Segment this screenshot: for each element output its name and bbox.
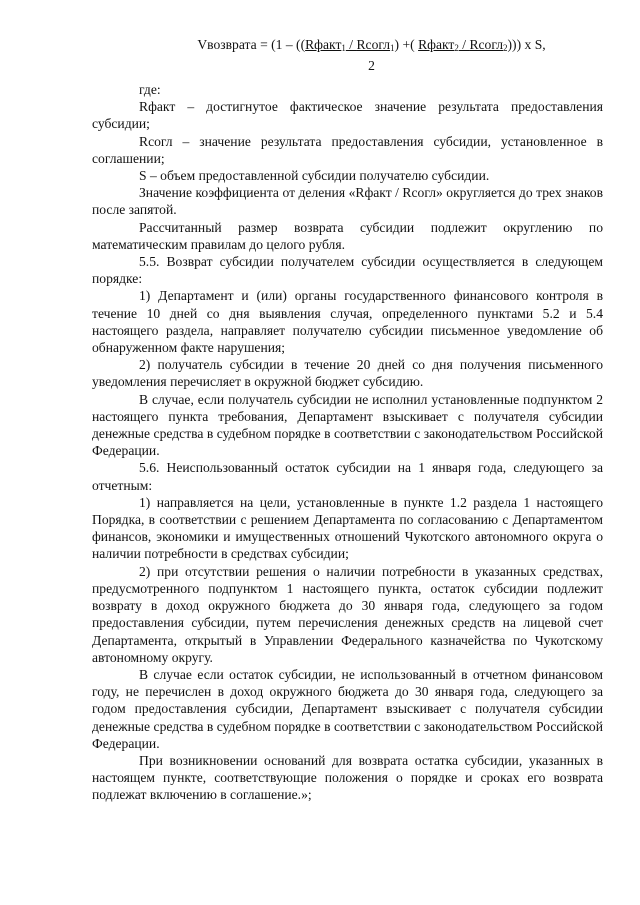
- paragraph: В случае, если получатель субсидии не исполнил установленные подпунктом 2 настоящего пункта требования, Департамент взыскивает с получателя субсидии денежные средства в судебном порядке в соответствии с законодательством Российской Федерации.: [92, 391, 603, 459]
- paragraph: S – объем предоставленной субсидии получателю субсидии.: [139, 168, 490, 184]
- paragraph: 1) Департамент и (или) органы государственного финансового контроля в течение 10 дней со дня выявления случая, определенного пунктами 5.2 и 5.4 настоящего раздела, направляет получателю субсидии письменное уведомление об обнаруженном факте нарушения;: [92, 288, 603, 356]
- paragraph: 1) направляется на цели, установленные в пункте 1.2 раздела 1 настоящего Порядка, в соответствии с решением Департамента по согласованию с Департаментом финансов, экономики и имущественных отношений Чукотского автономного округа о наличии потребности в средствах субсидии;: [92, 494, 603, 562]
- paragraph: 2) получатель субсидии в течение 20 дней со дня получения письменного уведомления перечисляет в окружной бюджет субсидию.: [92, 357, 603, 390]
- paragraph: В случае если остаток субсидии, не использованный в отчетном финансовом году, не перечислен в доход окружного бюджета до 30 января года, следующего за годом предоставления субсидии, Департамент взыскивает с получателя субсидии денежные средства в судебном порядке в соответствии с законодательством Российской Федерации.: [92, 666, 603, 751]
- formula-rhs: ))) x S,: [507, 37, 546, 52]
- paragraph: где:: [139, 82, 161, 97]
- formula-term-rfact-1: Rфакт$_1$ / Rсогл$_1$: [305, 37, 395, 53]
- paragraph: Рассчитанный размер возврата субсидии подлежит округлению по математическим правилам до целого рубля.: [92, 219, 603, 252]
- paragraph: Rсогл – значение результата предоставления субсидии, установленное в соглашении;: [92, 133, 603, 166]
- paragraph: 2) при отсутствии решения о наличии потребности в указанных средствах, предусмотренного подпунктом 1 настоящего пункта, остаток субсидии подлежит возврату в доход окружного бюджета до 30 января года, следующего за годом предоставления субсидии, путем перечисления денежных средств на лицевой счет Департамента, открытый в Управлении Федерального казначейства по Чукотскому автономному округу.: [92, 563, 603, 665]
- document-body: [92, 81, 603, 804]
- formula-term-rfact-2: Rфакт$_2$ / Rсогл$_2$: [418, 37, 508, 53]
- paragraph: Rфакт – достигнутое фактическое значение результата предоставления субсидии;: [92, 99, 603, 132]
- paragraph: Значение коэффициента от деления «Rфакт / Rсогл» округляется до трех знаков после запятой.: [92, 185, 603, 218]
- paragraph: 5.6. Неиспользованный остаток субсидии на 1 января года, следующего за отчетным:: [92, 460, 603, 493]
- paragraph: При возникновении оснований для возврата остатка субсидии, указанных в настоящем пункте, соответствующие положения о порядке и сроках его возврата подлежат включению в соглашение.»;: [92, 752, 603, 803]
- formula-mid: ) +(: [394, 37, 419, 52]
- formula-lhs: Vвозврата = (1 – ((: [197, 37, 306, 52]
- formula-denominator: 2: [368, 58, 375, 73]
- refund-formula: [92, 36, 603, 57]
- document-page: [92, 36, 603, 804]
- paragraph: 5.5. Возврат субсидии получателем субсидии осуществляется в следующем порядке:: [92, 254, 603, 287]
